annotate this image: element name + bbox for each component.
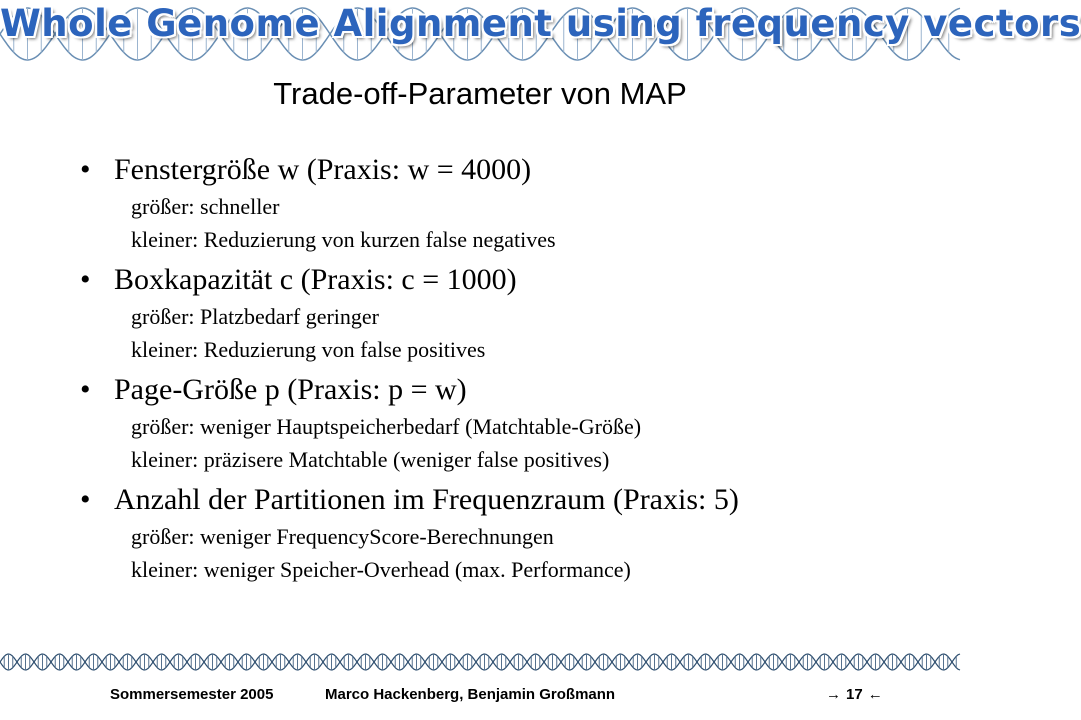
sub-item: kleiner: weniger Speicher-Overhead (max. Performance) (131, 557, 631, 582)
dna-banner (0, 0, 1081, 72)
footer-authors: Marco Hackenberg, Benjamin Großmann (325, 686, 616, 703)
bullet-list (80, 150, 940, 586)
bullet-dot-icon: • (80, 373, 91, 406)
page-indicator (826, 686, 883, 703)
sub-item: kleiner: Reduzierung von false positives (131, 337, 486, 362)
bullet-text: Boxkapazität c (Praxis: c = 1000) (114, 263, 517, 296)
bullet-item (80, 370, 940, 476)
bullet-item (80, 480, 940, 586)
bullet-item (80, 150, 940, 256)
slide-title: Trade-off-Parameter von MAP (273, 76, 687, 111)
sub-item: größer: Platzbedarf geringer (131, 304, 379, 329)
bullet-dot-icon: • (80, 263, 91, 296)
bullet-item (80, 260, 940, 366)
sub-item: kleiner: präzisere Matchtable (weniger false positives) (131, 447, 610, 472)
sub-item: kleiner: Reduzierung von kurzen false negatives (131, 227, 556, 252)
bullet-dot-icon: • (80, 153, 91, 186)
sub-item: größer: schneller (131, 194, 280, 219)
footer-semester: Sommersemester 2005 (110, 686, 274, 703)
page-number: 17 (846, 686, 863, 703)
dna-strip-graphic (0, 640, 960, 680)
bullet-dot-icon: • (80, 483, 91, 516)
sub-item: größer: weniger FrequencyScore-Berechnungen (131, 524, 554, 549)
sub-item: größer: weniger Hauptspeicherbedarf (Matchtable-Größe) (131, 414, 642, 439)
arrow-right-icon: → (826, 686, 841, 703)
bullet-text: Anzahl der Partitionen im Frequenzraum (Praxis: 5) (114, 483, 739, 516)
bullet-text: Fenstergröße w (Praxis: w = 4000) (114, 153, 532, 186)
arrow-left-icon: ← (867, 686, 883, 703)
bullet-text: Page-Größe p (Praxis: p = w) (114, 373, 467, 406)
banner-title: Whole Genome Alignment using frequency vectors (0, 2, 1081, 45)
footer-dna-strip (0, 640, 960, 720)
